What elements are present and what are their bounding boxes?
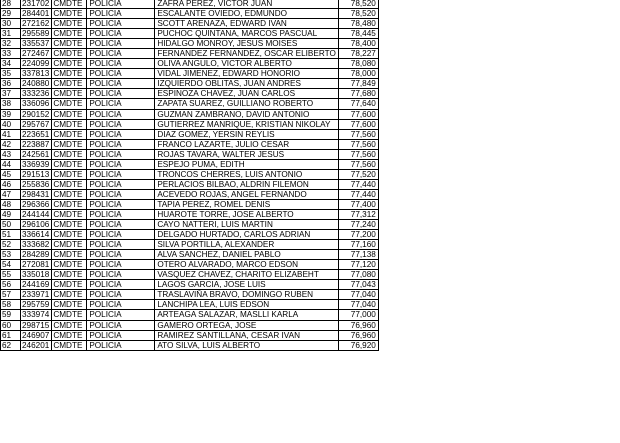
institution-cell: POLICIA bbox=[87, 79, 155, 89]
institution-cell: POLICIA bbox=[87, 39, 155, 49]
institution-cell: POLICIA bbox=[87, 29, 155, 39]
institution-cell: POLICIA bbox=[87, 149, 155, 159]
full-name-cell: ZAFRA PEREZ, VICTOR JUAN bbox=[155, 0, 339, 9]
table-row bbox=[1, 290, 379, 300]
score-cell: 77,400 bbox=[338, 199, 378, 209]
full-name-cell: ROJAS TAVARA, WALTER JESUS bbox=[155, 149, 339, 159]
score-cell: 77,560 bbox=[338, 139, 378, 149]
grade-cell: CMDTE bbox=[52, 189, 87, 199]
code-cell: 298715 bbox=[21, 320, 52, 330]
grade-cell: CMDTE bbox=[52, 139, 87, 149]
institution-cell: POLICIA bbox=[87, 260, 155, 270]
table-row bbox=[1, 49, 379, 59]
full-name-cell: LANCHIPA LEA, LUIS EDSON bbox=[155, 300, 339, 310]
row-number-cell: 39 bbox=[1, 109, 21, 119]
score-cell: 77,560 bbox=[338, 149, 378, 159]
row-number-cell: 45 bbox=[1, 169, 21, 179]
code-cell: 223887 bbox=[21, 139, 52, 149]
table-row bbox=[1, 89, 379, 99]
table-row bbox=[1, 199, 379, 209]
row-number-cell: 53 bbox=[1, 250, 21, 260]
institution-cell: POLICIA bbox=[87, 109, 155, 119]
code-cell: 244169 bbox=[21, 280, 52, 290]
score-cell: 78,445 bbox=[338, 29, 378, 39]
table-row bbox=[1, 310, 379, 320]
institution-cell: POLICIA bbox=[87, 250, 155, 260]
table-row bbox=[1, 169, 379, 179]
results-table-body bbox=[1, 0, 379, 350]
grade-cell: CMDTE bbox=[52, 119, 87, 129]
table-row bbox=[1, 260, 379, 270]
code-cell: 291513 bbox=[21, 169, 52, 179]
code-cell: 233971 bbox=[21, 290, 52, 300]
table-row bbox=[1, 159, 379, 169]
grade-cell: CMDTE bbox=[52, 290, 87, 300]
grade-cell: CMDTE bbox=[52, 199, 87, 209]
row-number-cell: 44 bbox=[1, 159, 21, 169]
code-cell: 337813 bbox=[21, 69, 52, 79]
table-row bbox=[1, 280, 379, 290]
grade-cell: CMDTE bbox=[52, 29, 87, 39]
full-name-cell: OTERO ALVARADO, MARCO EDSON bbox=[155, 260, 339, 270]
full-name-cell: RAMIREZ SANTILLANA, CESAR IVAN bbox=[155, 330, 339, 340]
full-name-cell: HIDALGO MONROY, JESUS MOISES bbox=[155, 39, 339, 49]
code-cell: 295759 bbox=[21, 300, 52, 310]
full-name-cell: FRANCO LAZARTE, JULIO CESAR bbox=[155, 139, 339, 149]
full-name-cell: TAPIA PEREZ, ROMEL DENIS bbox=[155, 199, 339, 209]
institution-cell: POLICIA bbox=[87, 19, 155, 29]
full-name-cell: OLIVA ANGULO, VICTOR ALBERTO bbox=[155, 59, 339, 69]
table-row bbox=[1, 69, 379, 79]
full-name-cell: ESCALANTE OVIEDO, EDMUNDO bbox=[155, 9, 339, 19]
row-number-cell: 43 bbox=[1, 149, 21, 159]
row-number-cell: 50 bbox=[1, 220, 21, 230]
grade-cell: CMDTE bbox=[52, 220, 87, 230]
institution-cell: POLICIA bbox=[87, 99, 155, 109]
grade-cell: CMDTE bbox=[52, 129, 87, 139]
score-cell: 77,043 bbox=[338, 280, 378, 290]
grade-cell: CMDTE bbox=[52, 300, 87, 310]
grade-cell: CMDTE bbox=[52, 209, 87, 219]
table-row bbox=[1, 79, 379, 89]
row-number-cell: 52 bbox=[1, 240, 21, 250]
code-cell: 336096 bbox=[21, 99, 52, 109]
score-cell: 77,160 bbox=[338, 240, 378, 250]
code-cell: 242561 bbox=[21, 149, 52, 159]
score-cell: 77,440 bbox=[338, 179, 378, 189]
score-cell: 78,000 bbox=[338, 69, 378, 79]
institution-cell: POLICIA bbox=[87, 330, 155, 340]
code-cell: 295589 bbox=[21, 29, 52, 39]
table-row bbox=[1, 129, 379, 139]
institution-cell: POLICIA bbox=[87, 159, 155, 169]
grade-cell: CMDTE bbox=[52, 9, 87, 19]
score-cell: 77,849 bbox=[338, 79, 378, 89]
table-row bbox=[1, 19, 379, 29]
row-number-cell: 48 bbox=[1, 199, 21, 209]
grade-cell: CMDTE bbox=[52, 169, 87, 179]
row-number-cell: 61 bbox=[1, 330, 21, 340]
grade-cell: CMDTE bbox=[52, 159, 87, 169]
score-cell: 77,080 bbox=[338, 270, 378, 280]
score-cell: 78,520 bbox=[338, 0, 378, 9]
code-cell: 255836 bbox=[21, 179, 52, 189]
score-cell: 77,560 bbox=[338, 129, 378, 139]
table-row bbox=[1, 9, 379, 19]
score-cell: 77,640 bbox=[338, 99, 378, 109]
full-name-cell: LAGOS GARCIA, JOSE LUIS bbox=[155, 280, 339, 290]
institution-cell: POLICIA bbox=[87, 199, 155, 209]
score-cell: 77,040 bbox=[338, 290, 378, 300]
institution-cell: POLICIA bbox=[87, 89, 155, 99]
code-cell: 246201 bbox=[21, 340, 52, 350]
institution-cell: POLICIA bbox=[87, 280, 155, 290]
score-cell: 77,600 bbox=[338, 109, 378, 119]
row-number-cell: 35 bbox=[1, 69, 21, 79]
institution-cell: POLICIA bbox=[87, 9, 155, 19]
table-row bbox=[1, 149, 379, 159]
institution-cell: POLICIA bbox=[87, 300, 155, 310]
grade-cell: CMDTE bbox=[52, 230, 87, 240]
institution-cell: POLICIA bbox=[87, 209, 155, 219]
score-cell: 76,960 bbox=[338, 320, 378, 330]
full-name-cell: ATO SILVA, LUIS ALBERTO bbox=[155, 340, 339, 350]
row-number-cell: 56 bbox=[1, 280, 21, 290]
table-row bbox=[1, 250, 379, 260]
institution-cell: POLICIA bbox=[87, 290, 155, 300]
institution-cell: POLICIA bbox=[87, 240, 155, 250]
institution-cell: POLICIA bbox=[87, 59, 155, 69]
table-row bbox=[1, 179, 379, 189]
table-row bbox=[1, 209, 379, 219]
grade-cell: CMDTE bbox=[52, 0, 87, 9]
row-number-cell: 51 bbox=[1, 230, 21, 240]
row-number-cell: 46 bbox=[1, 179, 21, 189]
table-row bbox=[1, 139, 379, 149]
grade-cell: CMDTE bbox=[52, 19, 87, 29]
full-name-cell: ARTEAGA SALAZAR, MASLLI KARLA bbox=[155, 310, 339, 320]
code-cell: 333236 bbox=[21, 89, 52, 99]
row-number-cell: 55 bbox=[1, 270, 21, 280]
grade-cell: CMDTE bbox=[52, 179, 87, 189]
grade-cell: CMDTE bbox=[52, 69, 87, 79]
results-table bbox=[0, 0, 379, 351]
full-name-cell: ACEVEDO ROJAS, ANGEL FERNANDO bbox=[155, 189, 339, 199]
row-number-cell: 54 bbox=[1, 260, 21, 270]
institution-cell: POLICIA bbox=[87, 69, 155, 79]
row-number-cell: 36 bbox=[1, 79, 21, 89]
full-name-cell: TRONCOS CHERRES, LUIS ANTONIO bbox=[155, 169, 339, 179]
code-cell: 231702 bbox=[21, 0, 52, 9]
institution-cell: POLICIA bbox=[87, 220, 155, 230]
full-name-cell: VIDAL JIMENEZ, EDWARD HONORIO bbox=[155, 69, 339, 79]
full-name-cell: SILVA PORTILLA, ALEXANDER bbox=[155, 240, 339, 250]
grade-cell: CMDTE bbox=[52, 89, 87, 99]
full-name-cell: VASQUEZ CHAVEZ, CHARITO ELIZABEHT bbox=[155, 270, 339, 280]
row-number-cell: 30 bbox=[1, 19, 21, 29]
grade-cell: CMDTE bbox=[52, 99, 87, 109]
code-cell: 336939 bbox=[21, 159, 52, 169]
grade-cell: CMDTE bbox=[52, 59, 87, 69]
code-cell: 333682 bbox=[21, 240, 52, 250]
code-cell: 290152 bbox=[21, 109, 52, 119]
grade-cell: CMDTE bbox=[52, 340, 87, 350]
row-number-cell: 58 bbox=[1, 300, 21, 310]
full-name-cell: GUZMAN ZAMBRANO, DAVID ANTONIO bbox=[155, 109, 339, 119]
table-row bbox=[1, 230, 379, 240]
table-row bbox=[1, 119, 379, 129]
institution-cell: POLICIA bbox=[87, 119, 155, 129]
row-number-cell: 40 bbox=[1, 119, 21, 129]
code-cell: 298431 bbox=[21, 189, 52, 199]
institution-cell: POLICIA bbox=[87, 230, 155, 240]
full-name-cell: ZAPATA SUAREZ, GUILLIANO ROBERTO bbox=[155, 99, 339, 109]
row-number-cell: 59 bbox=[1, 310, 21, 320]
code-cell: 244144 bbox=[21, 209, 52, 219]
row-number-cell: 60 bbox=[1, 320, 21, 330]
full-name-cell: ALVA SANCHEZ, DANIEL PABLO bbox=[155, 250, 339, 260]
institution-cell: POLICIA bbox=[87, 270, 155, 280]
score-cell: 77,312 bbox=[338, 209, 378, 219]
grade-cell: CMDTE bbox=[52, 109, 87, 119]
table-row bbox=[1, 320, 379, 330]
institution-cell: POLICIA bbox=[87, 139, 155, 149]
score-cell: 78,480 bbox=[338, 19, 378, 29]
row-number-cell: 49 bbox=[1, 209, 21, 219]
full-name-cell: HUAROTE TORRE, JOSE ALBERTO bbox=[155, 209, 339, 219]
code-cell: 335018 bbox=[21, 270, 52, 280]
institution-cell: POLICIA bbox=[87, 189, 155, 199]
code-cell: 296106 bbox=[21, 220, 52, 230]
code-cell: 335537 bbox=[21, 39, 52, 49]
score-cell: 78,227 bbox=[338, 49, 378, 59]
code-cell: 224099 bbox=[21, 59, 52, 69]
row-number-cell: 37 bbox=[1, 89, 21, 99]
institution-cell: POLICIA bbox=[87, 49, 155, 59]
grade-cell: CMDTE bbox=[52, 330, 87, 340]
full-name-cell: DIAZ GOMEZ, YERSIN REYLIS bbox=[155, 129, 339, 139]
row-number-cell: 38 bbox=[1, 99, 21, 109]
grade-cell: CMDTE bbox=[52, 49, 87, 59]
row-number-cell: 41 bbox=[1, 129, 21, 139]
table-row bbox=[1, 59, 379, 69]
row-number-cell: 33 bbox=[1, 49, 21, 59]
institution-cell: POLICIA bbox=[87, 179, 155, 189]
score-cell: 77,680 bbox=[338, 89, 378, 99]
grade-cell: CMDTE bbox=[52, 310, 87, 320]
score-cell: 76,920 bbox=[338, 340, 378, 350]
score-cell: 77,440 bbox=[338, 189, 378, 199]
table-row bbox=[1, 109, 379, 119]
table-row bbox=[1, 0, 379, 9]
score-cell: 77,600 bbox=[338, 119, 378, 129]
code-cell: 240880 bbox=[21, 79, 52, 89]
grade-cell: CMDTE bbox=[52, 320, 87, 330]
full-name-cell: GAMERO ORTEGA, JOSE bbox=[155, 320, 339, 330]
grade-cell: CMDTE bbox=[52, 260, 87, 270]
code-cell: 284289 bbox=[21, 250, 52, 260]
full-name-cell: ESPEJO PUMA, EDITH bbox=[155, 159, 339, 169]
full-name-cell: ESPINOZA CHAVEZ, JUAN CARLOS bbox=[155, 89, 339, 99]
full-name-cell: PUCHOC QUINTANA, MARCOS PASCUAL bbox=[155, 29, 339, 39]
row-number-cell: 42 bbox=[1, 139, 21, 149]
score-cell: 77,000 bbox=[338, 310, 378, 320]
full-name-cell: SCOTT ARENAZA, EDWARD IVAN bbox=[155, 19, 339, 29]
full-name-cell: PERLACIOS BILBAO, ALDRIN FILEMON bbox=[155, 179, 339, 189]
row-number-cell: 34 bbox=[1, 59, 21, 69]
grade-cell: CMDTE bbox=[52, 79, 87, 89]
full-name-cell: IZQUIERDO OBLITAS, JUAN ANDRES bbox=[155, 79, 339, 89]
score-cell: 77,520 bbox=[338, 169, 378, 179]
table-row bbox=[1, 330, 379, 340]
table-row bbox=[1, 99, 379, 109]
table-row bbox=[1, 39, 379, 49]
full-name-cell: CAYO NATTERI, LUIS MARTIN bbox=[155, 220, 339, 230]
institution-cell: POLICIA bbox=[87, 0, 155, 9]
code-cell: 272081 bbox=[21, 260, 52, 270]
table-row bbox=[1, 240, 379, 250]
row-number-cell: 32 bbox=[1, 39, 21, 49]
row-number-cell: 62 bbox=[1, 340, 21, 350]
code-cell: 336614 bbox=[21, 230, 52, 240]
score-cell: 77,200 bbox=[338, 230, 378, 240]
score-cell: 77,040 bbox=[338, 300, 378, 310]
grade-cell: CMDTE bbox=[52, 39, 87, 49]
score-cell: 78,520 bbox=[338, 9, 378, 19]
score-cell: 77,120 bbox=[338, 260, 378, 270]
score-cell: 77,560 bbox=[338, 159, 378, 169]
row-number-cell: 57 bbox=[1, 290, 21, 300]
code-cell: 272467 bbox=[21, 49, 52, 59]
code-cell: 284401 bbox=[21, 9, 52, 19]
score-cell: 77,240 bbox=[338, 220, 378, 230]
institution-cell: POLICIA bbox=[87, 169, 155, 179]
score-cell: 76,960 bbox=[338, 330, 378, 340]
full-name-cell: DELGADO HURTADO, CARLOS ADRIAN bbox=[155, 230, 339, 240]
table-row bbox=[1, 340, 379, 350]
table-row bbox=[1, 29, 379, 39]
code-cell: 272162 bbox=[21, 19, 52, 29]
code-cell: 333974 bbox=[21, 310, 52, 320]
row-number-cell: 31 bbox=[1, 29, 21, 39]
institution-cell: POLICIA bbox=[87, 340, 155, 350]
table-row bbox=[1, 189, 379, 199]
full-name-cell: FERNANDEZ FERNANDEZ, OSCAR ELIBERTO bbox=[155, 49, 339, 59]
grade-cell: CMDTE bbox=[52, 240, 87, 250]
table-row bbox=[1, 270, 379, 280]
full-name-cell: GUTIERREZ MANRIQUE, KRISTIAN NIKOLAY bbox=[155, 119, 339, 129]
row-number-cell: 28 bbox=[1, 0, 21, 9]
grade-cell: CMDTE bbox=[52, 280, 87, 290]
code-cell: 223651 bbox=[21, 129, 52, 139]
code-cell: 246907 bbox=[21, 330, 52, 340]
institution-cell: POLICIA bbox=[87, 310, 155, 320]
institution-cell: POLICIA bbox=[87, 129, 155, 139]
score-cell: 77,138 bbox=[338, 250, 378, 260]
table-row bbox=[1, 300, 379, 310]
row-number-cell: 47 bbox=[1, 189, 21, 199]
grade-cell: CMDTE bbox=[52, 270, 87, 280]
row-number-cell: 29 bbox=[1, 9, 21, 19]
grade-cell: CMDTE bbox=[52, 149, 87, 159]
score-cell: 78,080 bbox=[338, 59, 378, 69]
full-name-cell: TRASLAVIÑA BRAVO, DOMINGO RUBEN bbox=[155, 290, 339, 300]
institution-cell: POLICIA bbox=[87, 320, 155, 330]
code-cell: 295767 bbox=[21, 119, 52, 129]
code-cell: 296366 bbox=[21, 199, 52, 209]
grade-cell: CMDTE bbox=[52, 250, 87, 260]
score-cell: 78,400 bbox=[338, 39, 378, 49]
table-row bbox=[1, 220, 379, 230]
